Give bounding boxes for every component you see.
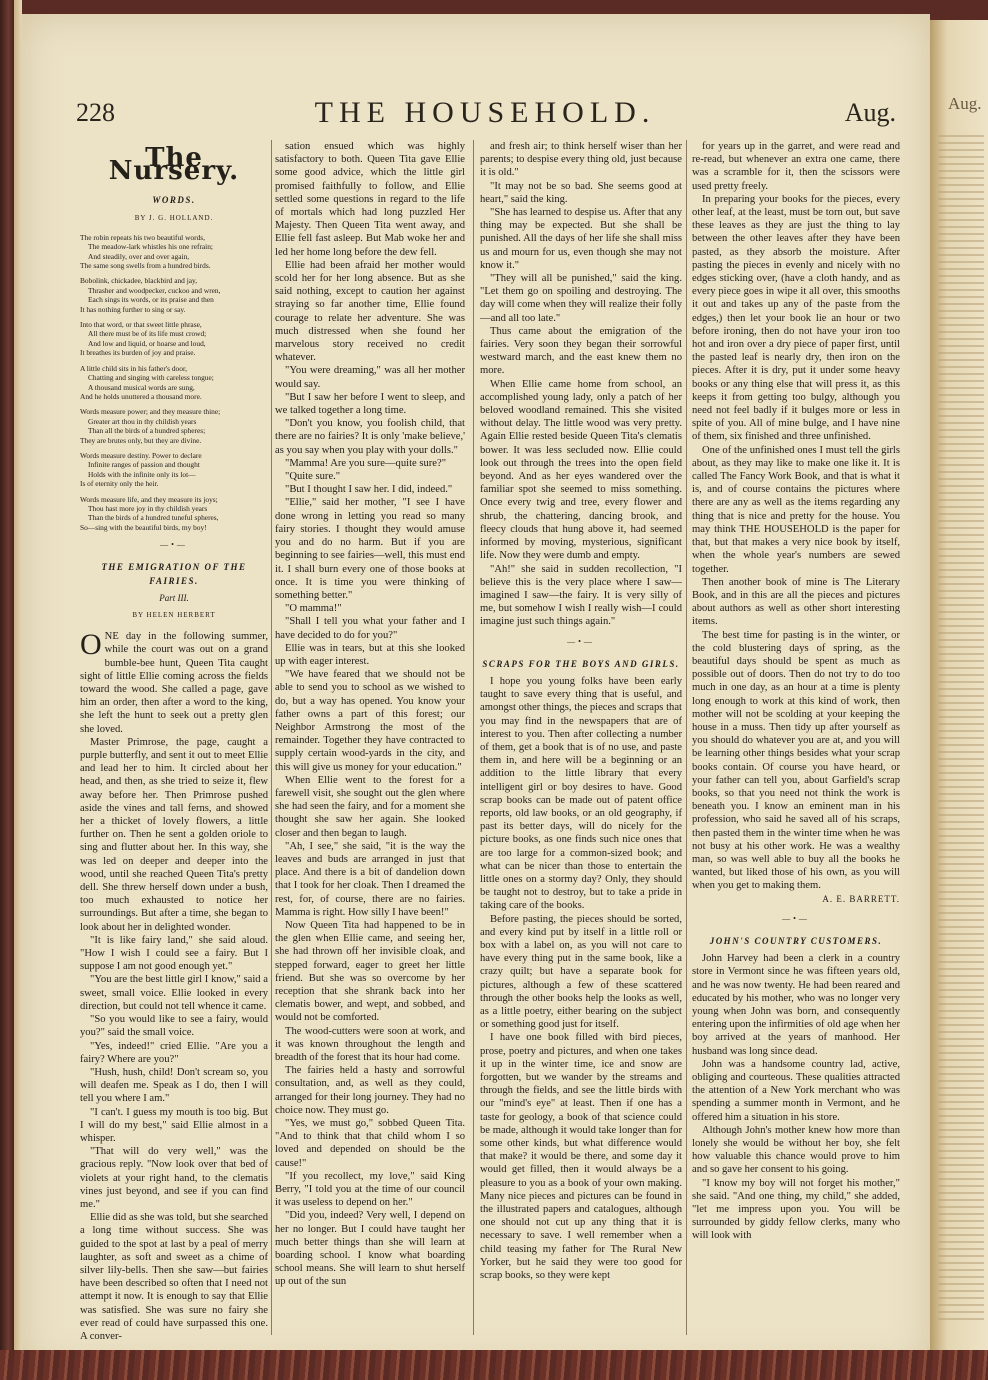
- poem-line: Words measure destiny. Power to declare: [80, 450, 202, 460]
- poem-line: Words measure power; and they measure thine;: [80, 407, 221, 417]
- library-stamp: [28, 560, 48, 920]
- poem-line: Bobolink, chickadee, blackbird and jay,: [80, 276, 198, 286]
- paragraph: "But I thought I saw her. I did, indeed.": [285, 484, 453, 496]
- paragraph: "I know my boy will not forget his mother," she said. "And one thing, my child," she added, "let me impress upon you. You will be surrounded by giddy fellow clerks, many who will look with: [692, 1177, 900, 1242]
- book-spine: [0, 0, 14, 1380]
- story-body: [80, 630, 268, 1340]
- paragraph: "Hush, hush, child! Don't scream so, you will deafen me. Speak as I do, then I will tell you where I am.": [80, 1066, 268, 1105]
- paragraph: "So you would like to see a fairy, would you?" said the small voice.: [80, 1014, 268, 1039]
- paragraph: John was a handsome country lad, active, obliging and courteous. These qualities attracted the attention of a New York merchant who was spending a summer month in Vermont, and he offered him a situation in his store.: [692, 1058, 900, 1123]
- next-page-edge: [930, 20, 988, 1370]
- paragraph: for years up in the garret, and were read and re-read, but whenever an extra one came, there was a scramble for it, then the scissors were used pretty freely.: [692, 141, 900, 192]
- story-conclusion: [480, 140, 682, 629]
- paragraph: Although John's mother knew how more than lonely she would be without her boy, she felt how valuable this chance would prove to him and so gave her consent to his going.: [692, 1124, 900, 1176]
- column-rule: [271, 140, 272, 1335]
- paragraph: Then another book of mine is The Literary Book, and in this are all the pieces and pictures about authors as well as other short interesting items.: [692, 576, 900, 628]
- section-divider: —•—: [782, 913, 810, 923]
- paragraph: "We have feared that we should not be able to send you to school as we wished to do, but a way has opened. You know your father owns a part of this forest; our Neighbor Armstrong the most of the remainder. Together they have contracted to supply certain wood-yards in the city, and this will give us money for your education.": [275, 669, 465, 773]
- poem-line: Greater art thou in thy childish years: [88, 416, 197, 426]
- paragraph: and fresh air; to think herself wiser than her parents; to despise every thing old, just because it is old.": [480, 141, 682, 179]
- poem-byline: BY J. G. HOLLAND.: [134, 213, 214, 222]
- binding-edge: [14, 0, 22, 1380]
- paragraph: "Shall I tell you what your father and I have decided to do for you?": [275, 616, 465, 641]
- paragraph: Ellie was in tears, but at this she looked up with eager interest.: [275, 642, 465, 667]
- paragraph: Thus came about the emigration of the fairies. Very soon they began their sorrowful westward march, and the east knew them no more.: [480, 325, 682, 377]
- poem-title: WORDS.: [152, 195, 196, 206]
- poem-line: Thou hast more joy in thy childish years: [88, 503, 208, 513]
- paragraph: Ellie had been afraid her mother would scold her for her long absence. But as she said nothing, except to caution her against straying so far another time, Ellie found courage to relate her adventure. She was much distressed when she found her marvelous story received no credit whatever.: [275, 259, 465, 364]
- paragraph: Before pasting, the pieces should be sorted, and every kind put by itself in a little roll or box with a label on, as you will not care to have every thing put in the same book, like a crazy quilt; but have a separate book for pictures, although a few of these scattered through the other books help the looks as well, as a little poetry, either bearing on the subject or something good just for itself.: [480, 913, 682, 1031]
- paragraph: "Yes, indeed!" cried Ellie. "Are you a fairy? Where are you?": [80, 1040, 268, 1065]
- poem-line: The meadow-lark whistles his one refrain;: [88, 242, 213, 252]
- poem-line: They are brutes only, but they are divine.: [80, 435, 202, 445]
- poem-line: Words measure life, and they measure its joys;: [80, 494, 218, 504]
- paragraph: "They will all be punished," said the king. "Let them go on spoiling and destroying. The day will come when they will realize their folly—and all too late.": [480, 273, 682, 324]
- poem-line: It has nothing further to sing or say.: [80, 304, 186, 314]
- paragraph-text: NE day in the following summer, while the court was out on a grand bumble-bee hunt, Queen Tita caught sight of little Ellie coming across the fields toward the wood. She called a page, gave him an order, then after a word to the king, she left the hunt to seek out a pretty glen she loved.: [80, 631, 268, 735]
- column-rule: [686, 140, 687, 1335]
- paragraph: I have one book filled with bird pieces, prose, poetry and pictures, and when one takes it up in the winter time, ice and snow are forgotten, but we wander by the streams and through the fields, and see the little birds with our "mind's eye" at least. Then if one has a taste for geology, a book of that science could be made, although it would take longer than for some other kinds, but what difference would that make? it would be there, and some day it would get filled, then it would always be a pleasure to you as a book of your own making. Many nice pieces and pictures can be found in the illustrated papers and catalogues, although one should not cut up any thing that it is necessary to save. I well remember when a child teasing my father for The Rural New Yorker, but he said they were too good for scrap books, so they were kept: [480, 1032, 682, 1282]
- paragraph: "Ellie," said her mother, "I see I have done wrong in letting you read so many fairy stories. I thought they would amuse you and do no harm. But if you are beginning to see fairies—well, this must end it. I shall burn every one of those books at once. It is time you were thinking of something better.": [275, 497, 465, 601]
- paragraph: "O mamma!": [285, 603, 342, 615]
- section-divider: —•—: [160, 540, 188, 550]
- poem-line: Thrasher and woodpecker, cuckoo and wren,: [88, 285, 221, 295]
- poem-body: [80, 233, 268, 532]
- section-masthead: The Nursery.: [108, 143, 240, 187]
- paragraph: "Mamma! Are you sure—quite sure?": [285, 457, 447, 469]
- issue-month: Aug.: [844, 98, 896, 127]
- paragraph: "Yes, we must go," sobbed Queen Tita. "And to think that that child whom I so loved and depended on should be the cause!": [275, 1118, 465, 1169]
- poem-line: Into that word, or that sweet little phrase,: [80, 320, 202, 330]
- poem-line: It breathes its burden of joy and praise.: [80, 348, 196, 358]
- paragraph: One of the unfinished ones I must tell the girls about, as they may like to make one like it. It is called The Fancy Work Book, and that is what it is, and of course contains the pictures where there are any as well as the items regarding any thing that is nice and pretty for the house. You may think THE HOUSEHOLD is the paper for that, but that makes a very nice book by itself, when the whole year's numbers are sewed together.: [692, 444, 900, 575]
- paragraph: I hope you young folks have been early taught to save every thing that is useful, and amongst other things, the pieces and scraps that you may find in the newspapers that are of interest to you. Then after collecting a number of them, get a book that is of no use, and paste them in, and here will be a beginning or an addition to the little library that every intelligent girl or boy desires to have. Good scrap books can be made out of patent office reports, old law books, or an old geography, if past its better days, will do nicely for the picture books, as one finds such nice ones that are too large for a common-sized book; and what can be nicer than those to entertain the little ones on a stormy day? Only, they should be taught not to destroy, but to take a pride in taking care of the books.: [480, 675, 682, 912]
- author-signature: A. E. BARRETT.: [822, 893, 900, 904]
- paragraph: "She has learned to despise us. After that any thing may be expected. But she shall be punished. All the days of her life she shall miss us and mourn for us, even though she may not know it.": [480, 207, 682, 271]
- poem-line: So—sing with the beautiful birds, my boy!: [80, 522, 207, 532]
- paragraph: The fairies held a hasty and sorrowful consultation, and, as well as they could, arranged for their long journey. They had no choice now. They must go.: [275, 1065, 465, 1116]
- paragraph: "Quite sure.": [285, 471, 341, 483]
- paragraph: "I can't. I guess my mouth is too big. But I will do my best," said Ellie almost in a whisper.: [80, 1106, 268, 1144]
- publication-title: THE HOUSEHOLD.: [314, 96, 656, 129]
- paragraph: Master Primrose, the page, caught a purple butterfly, and sent it out to meet Ellie and lead her to him. It circled about her head, and then, as she tried to seize it, flew away before her. Then Primrose pushed aside the vines and tall ferns, and showed her a thicket of lovely flowers, a little further on. Then he sent a golden oriole to sing and flutter about her. In this way, she was led on deeper and deeper into the wood, until she reached Queen Tita's pretty dell. She threw herself down under a bush, too much exhausted to notice her surroundings. But after a time, she began to look about her in delighted wonder.: [80, 736, 268, 933]
- page-header: [70, 90, 900, 134]
- paragraph: The best time for pasting is in the winter, or the cold blustering days of spring, as the beautiful days should be spent as much as possible out of doors. Then do not try to do too much in one day, as an hour at a time is plenty long enough to work at this kind of work, then mother will not be scolding at your keeping the house in a muss. Then tidy up after yourself as you should do whatever you are at, and you will be learning other things besides what your scrap books contain. Of course you have heard, or your father can tell you, about Garfield's scrap books, so that you need not think the work is beneath you. I know an eminent man in his profession, who said he saved all of his scraps, then pasted them in the winter time when he was not busy at his other work. He was a wealthy man, so was well able to buy all the books he wanted, but liked those of his own, as you will when you get to making them.: [692, 629, 900, 892]
- poem-line: Infinite ranges of passion and thought: [88, 460, 200, 470]
- article-title: SCRAPS FOR THE BOYS AND GIRLS.: [482, 658, 680, 669]
- column-4: [692, 140, 900, 1340]
- paragraph: "You were dreaming," was all her mother would say.: [275, 365, 465, 390]
- poem-line: All there must be of its life must crowd;: [88, 329, 207, 339]
- column-2: [275, 140, 465, 1340]
- poem-line: And low and liquid, or hoarse and loud,: [88, 338, 206, 348]
- paragraph: "You are the best little girl I know," said a sweet, small voice. Ellie looked in every direction, but could not tell whence it came.: [80, 974, 268, 1012]
- drop-cap: O: [80, 628, 102, 662]
- story-part: Part III.: [159, 592, 189, 603]
- article-continuation: [692, 140, 900, 893]
- paragraph: sation ensued which was highly satisfactory to both. Queen Tita gave Ellie some good advice, which the little girl promised faithfully to follow, and Ellie settled some questions in regard to the life of mortals which had long puzzled Her Majesty. Then Queen Tita went away, and Ellie fell fast asleep. But Mab woke her and led her home long before the dew fell.: [275, 141, 465, 258]
- column-3: [480, 140, 682, 1340]
- paragraph: When Ellie went to the forest for a farewell visit, she sought out the glen where she had seen the fairy, and for a moment she thought she saw her again. She looked closer and then began to laugh.: [275, 774, 465, 839]
- book-bottom-edge: [0, 1350, 988, 1380]
- section-divider: —•—: [567, 636, 595, 646]
- poem-line: And steadily, over and over again,: [88, 251, 190, 261]
- paragraph: "That will do very well," was the gracious reply. "Now look over that bed of violets at your right hand, to the clematis vines just beyond, and see if you can find me.": [80, 1146, 268, 1210]
- poem-line: Than the birds of a hundred tuneful spheres,: [88, 513, 219, 523]
- poem-line: Each sings its words, or its praise and then: [88, 295, 214, 305]
- article-body: [480, 675, 682, 1282]
- paragraph: "Did you, indeed? Very well, I depend on her no longer. But I could have taught her much better things than she will learn at boarding school. I know what boarding school means. She will learn to shut herself up out of the sun: [275, 1210, 465, 1288]
- paragraph: Now Queen Tita had happened to be in the glen when Ellie came, and seeing her, she had thrown off her invisible cloak, and stepped forward, eager to greet her little friend. But she was so overcome by her reception that she shrank back into her clematis bower, and wept, and sobbed, and would not be comforted.: [275, 919, 465, 1024]
- article-title: JOHN'S COUNTRY CUSTOMERS.: [709, 935, 883, 946]
- paragraph: In preparing your books for the pieces, every other leaf, at the least, must be torn out, but save these leaves as they are just the thing to lay between the other leaves after they have been pasted, as they absorb the moisture. After pasting the pieces in evenly and nicely with no edges sticking over, (have a cloth handy, and as every piece goes in wipe it all over, this smooths it out and takes up any of the paste from the edges,) then let your book lie an hour or two before ironing, then do not have your iron too hot and iron over a dry piece of paper first, until the pasted leaf is nearly dry, then iron on the pieces. After it is dry, put it under some heavy books or any thing else that will press it, as this keeps it from getting too bulgy, although you need not feel badly if it bulges more or less in spite of you. All of mine bulge, and I have nine of them, six finished and three unfinished.: [692, 193, 900, 443]
- paragraph: [80, 630, 268, 736]
- article-body: [692, 952, 900, 1242]
- page-number: 228: [76, 98, 115, 127]
- story-title: THE EMIGRATION OF THE FAIRIES.: [101, 562, 247, 586]
- next-page-month: Aug.: [948, 94, 982, 113]
- paragraph: "It is like fairy land," she said aloud. "How I wish I could see a fairy. But I suppose I am not good enough yet.": [80, 934, 268, 973]
- poem-line: Holds with the infinite only its lot—: [88, 469, 196, 479]
- story-byline: BY HELEN HERBERT: [132, 611, 216, 619]
- paragraph: "Don't you know, you foolish child, that there are no fairies? It is only 'make believe,' as you say when you play with your dolls.": [275, 418, 465, 456]
- paragraph: When Ellie came home from school, an accomplished young lady, only a patch of her beloved woodland remained. This she visited without delay. The little wood was very pretty. Again Ellie rested beside Queen Tita's clematis bower. It was less secluded now. Ellie could look out through the trees into the open field beyond. And as her eyes wandered over the familiar spot she seemed to miss something. Once every twig and tree, every flower and shrub, the chattering, dancing brook, and fleecy clouds that hung above it, had seemed informed by moving, mysterious, significant life. Now they were dumb and empty.: [480, 378, 682, 562]
- next-page-text-lines: [938, 130, 984, 1325]
- column-rule: [473, 140, 474, 1335]
- paragraph: John Harvey had been a clerk in a country store in Vermont since he was fifteen years old, and he was now twenty. He had been reared and educated by his mother, who was no longer very young when John was born, and consequently entering upon the infirmities of old age when her boy arrived at the years of manhood. Her husband was long since dead.: [692, 953, 900, 1057]
- poem-line: Is of eternity only the heir.: [80, 479, 159, 489]
- paragraph: "Ah, I see," she said, "it is the way the leaves and buds are arranged in just that place. And there is a bit of dandelion down that I took for her cloak. Then I dreamed the rest, for, of course, there are no fairies. Mamma is right. How silly I have been!": [275, 840, 465, 918]
- poem-line: Chatting and singing with careless tongue;: [88, 373, 214, 383]
- poem-line: A thousand musical words are sung,: [88, 382, 195, 392]
- poem-line: Than all the birds of a hundred spheres;: [88, 426, 206, 436]
- poem-line: The robin repeats his two beautiful words,: [80, 232, 205, 242]
- poem-line: And he holds unuttered a thousand more.: [80, 391, 202, 401]
- poem-line: A little child sits in his father's door,: [80, 363, 187, 373]
- paragraph: "But I saw her before I went to sleep, and we talked together a long time.: [275, 391, 465, 417]
- column-1: [80, 140, 268, 1340]
- paragraph: "If you recollect, my love," said King Berry, "I told you at the time of our council it was useless to depend on her.": [275, 1170, 465, 1209]
- poem-line: The same song swells from a hundred birds.: [80, 261, 211, 271]
- paragraph: "Ah!" she said in sudden recollection, "I believe this is the very place where I saw—imagined I saw—the fairy. It is very silly of me, but somehow I wish I really wish—I could imagine just such things again.": [480, 563, 682, 628]
- paragraph: "It may not be so bad. She seems good at heart," said the king.: [480, 180, 682, 205]
- paragraph: The wood-cutters were soon at work, and it was known throughout the length and breadth of the forest that its hour had come.: [275, 1025, 465, 1064]
- story-continuation: [275, 140, 465, 1289]
- paragraph: Ellie did as she was told, but she searched a long time without success. She was guided to the spot at last by a peal of merry laughter, as soft and sweet as a chime of silver lily-bells. Then she saw—but fairies have been described so often that I need not attempt it now. It is enough to say that Ellie was satisfied. She was sure no fairy she ever read of could have surpassed this one. A conver-: [80, 1212, 268, 1340]
